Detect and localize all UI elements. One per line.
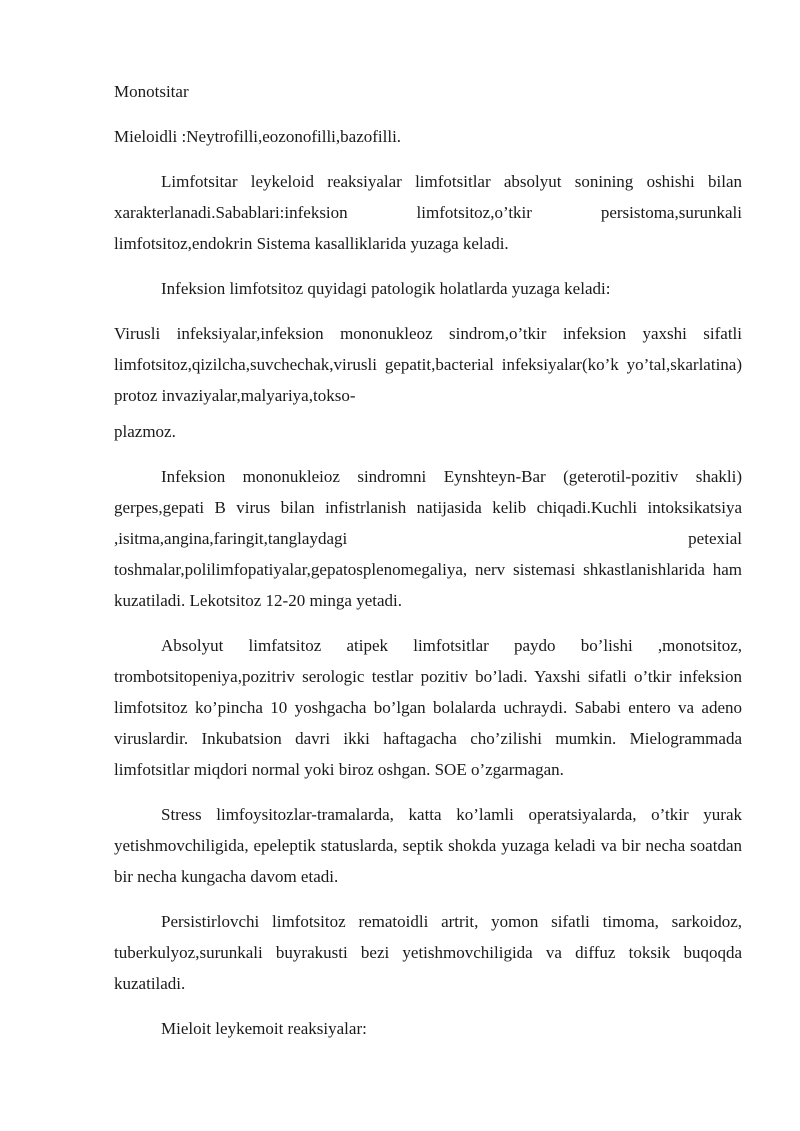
paragraph-limfotsitar-reaksiyalar: Limfotsitar leykeloid reaksiyalar limfotsitlar absolyut sonining oshishi bilan xarakterlanadi.Sabablari:infeksion limfotsitoz,o’tkir persistoma,surunkali limfotsitoz,endokrin Sistema kasalliklarida yuzaga keladi. bbox=[114, 172, 742, 253]
paragraph-plazmoz: plazmoz. bbox=[114, 422, 176, 441]
paragraph-stress-limfotsitoz: Stress limfoysitozlar-tramalarda, katta ko’lamli operatsiyalarda, o’tkir yurak yetishmovchiligida, epeleptik statuslarda, septik shokda yuzaga keladi va bir necha soatdan bir necha kungacha davom etadi. bbox=[114, 805, 742, 886]
paragraph-mieloit-reaksiyalar: Mieloit leykemoit reaksiyalar: bbox=[161, 1019, 367, 1038]
paragraph-mieloidli: Mieloidli :Neytrofilli,eozonofilli,bazofilli. bbox=[114, 127, 402, 146]
paragraph-mononukleoz-sindrom: Infeksion mononukleioz sindromni Eynshteyn-Bar (geterotil-pozitiv shakli) gerpes,gepati B virus bilan infistrlanish natijasida kelib chiqadi.Kuchli intoksikatsiya ,isitma,angina,faringit,tanglaydagi petexial toshmalar,polilimfopatiyalar,gepatosplenomegaliya, nerv sistemasi shkastlanishlarida ham kuzatiladi. Lekotsitoz 12-20 minga yetadi. bbox=[114, 467, 742, 610]
paragraph-infeksion-limfotsitoz-intro: Infeksion limfotsitoz quyidagi patologik holatlarda yuzaga keladi: bbox=[161, 279, 611, 298]
paragraph-virusli-infeksiyalar: Virusli infeksiyalar,infeksion mononukleoz sindrom,o’tkir infeksion yaxshi sifatli limfotsitoz,qizilcha,suvchechak,virusli gepatit,bacterial infeksiyalar(ko’k yo’tal,skarlatina) protoz invaziyalar,malyariya,tokso- bbox=[114, 324, 742, 405]
paragraph-monotsitar: Monotsitar bbox=[114, 82, 189, 101]
paragraph-absolyut-limfatsitoz: Absolyut limfatsitoz atipek limfotsitlar paydo bo’lishi ,monotsitoz, trombotsitopeniya,pozitriv serologic testlar pozitiv bo’ladi. Yaxshi sifatli o’tkir infeksion limfotsitoz ko’pincha 10 yoshgacha bo’lgan bolalarda uchraydi. Sababi entero va adeno viruslardir. Inkubatsion davri ikki haftagacha cho’zilishi mumkin. Mielogrammada limfotsitlar miqdori normal yoki biroz oshgan. SOE o’zgarmagan. bbox=[114, 636, 742, 779]
paragraph-persistirlovchi-limfotsitoz: Persistirlovchi limfotsitoz rematoidli artrit, yomon sifatli timoma, sarkoidoz, tuberkulyoz,surunkali buyrakusti bezi yetishmovchiligida va diffuz toksik buqoqda kuzatiladi. bbox=[114, 912, 742, 993]
document-page bbox=[114, 76, 742, 1058]
